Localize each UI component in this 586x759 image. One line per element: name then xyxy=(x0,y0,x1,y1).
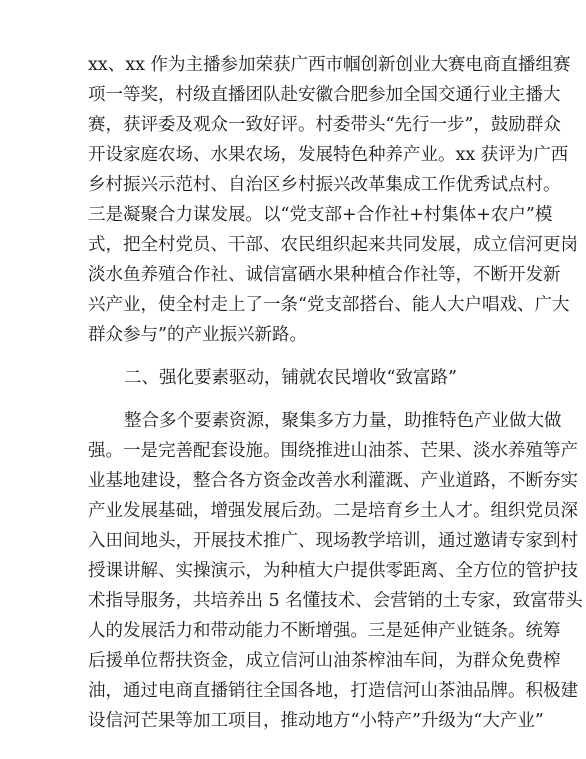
paragraph-line: 乡村振兴示范村、自治区乡村振兴改革集成工作优秀试点村。 xyxy=(88,175,561,195)
paragraph-line: 授课讲解、实操演示，为种植大户提供零距离、全方位的管护技 xyxy=(88,561,578,581)
paragraph-line: 兴产业，使全村走上了一条“党支部搭台、能人大户唱戏、广大 xyxy=(88,295,570,315)
paragraph-line: xx、xx 作为主播参加荣获广西市帼创新创业大赛电商直播组赛 xyxy=(88,55,571,75)
paragraph-line: 整合多个要素资源，聚集多方力量，助推特色产业做大做 xyxy=(124,411,562,431)
paragraph-line: 业基地建设，整合各方资金改善水利灌溉、产业道路，不断夯实 xyxy=(88,471,578,491)
paragraph-line: 入田间地头，开展技术推广、现场教学培训，通过邀请专家到村 xyxy=(88,531,578,551)
paragraph-line: 开设家庭农场、水果农场，发展特色种养产业。xx 获评为广西 xyxy=(88,145,569,165)
paragraph-line: 设信河芒果等加工项目，推动地方“小特产”升级为“大产业” xyxy=(88,711,544,731)
paragraph-line: 产业发展基础，增强发展后劲。二是培育乡土人才。组织党员深 xyxy=(88,501,578,521)
paragraph-line: 群众参与”的产业振兴新路。 xyxy=(88,325,307,345)
paragraph-line: 强。一是完善配套设施。围绕推进山油茶、芒果、淡水养殖等产 xyxy=(88,441,578,461)
paragraph-line: 油，通过电商直播销往全国各地，打造信河山茶油品牌。积极建 xyxy=(88,681,578,701)
paragraph-line: 人的发展活力和带动能力不断增强。三是延伸产业链条。统筹 xyxy=(88,621,561,641)
paragraph-line: 项一等奖，村级直播团队赴安徽合肥参加全国交通行业主播大 xyxy=(88,85,561,105)
paragraph-line: 术指导服务，共培养出 5 名懂技术、会营销的土专家，致富带头 xyxy=(88,591,583,611)
paragraph-line: 后援单位帮扶资金，成立信河山油茶榨油车间，为群众免费榨 xyxy=(88,651,561,671)
paragraph-line: 三是凝聚合力谋发展。以“党支部+合作社+村集体+农户”模 xyxy=(88,205,553,225)
section-heading: 二、强化要素驱动，铺就农民增收“致富路” xyxy=(124,368,457,388)
paragraph-line: 淡水鱼养殖合作社、诚信富硒水果种植合作社等，不断开发新 xyxy=(88,265,561,285)
paragraph-line: 赛，获评委及观众一致好评。村委带头“先行一步”，鼓励群众 xyxy=(88,115,561,135)
paragraph-line: 式，把全村党员、干部、农民组织起来共同发展，成立信河更岗 xyxy=(88,235,578,255)
